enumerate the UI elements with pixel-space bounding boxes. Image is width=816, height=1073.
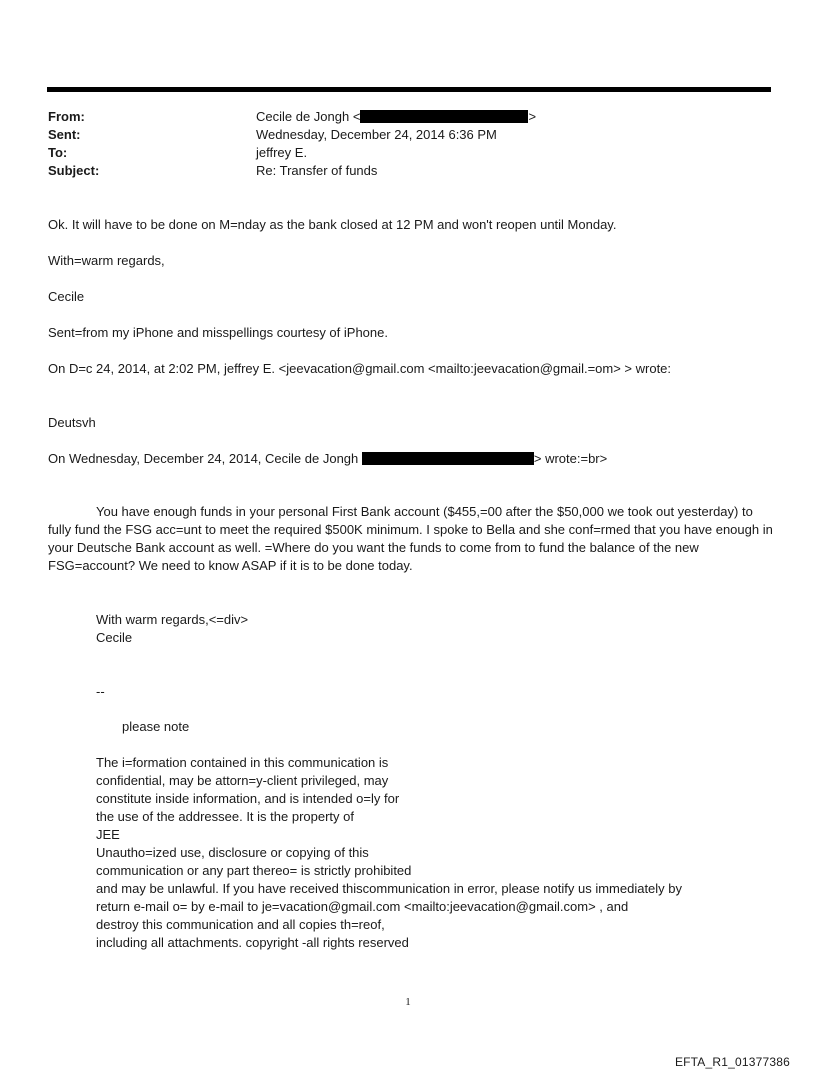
disclaimer-line: JEE: [96, 827, 120, 842]
redacted-email: [360, 110, 528, 123]
header-rule: [47, 87, 771, 92]
body-line-7: [48, 450, 607, 468]
disclaimer-line: Unautho=ized use, disclosure or copying of this: [96, 845, 369, 860]
disclaimer-line: constitute inside information, and is intended o=ly for: [96, 791, 400, 806]
subject-label: Subject:: [48, 163, 100, 178]
subject-value: Re: Transfer of funds: [256, 163, 378, 178]
body-line-2: With=warm regards,: [48, 253, 165, 268]
disclaimer-line: including all attachments. copyright -all rights reserved: [96, 935, 409, 950]
sent-value: Wednesday, December 24, 2014 6:36 PM: [256, 127, 497, 142]
body-line-6: Deutsvh: [48, 415, 96, 430]
body-line-4: Sent=from my iPhone and misspellings courtesy of iPhone.: [48, 325, 388, 340]
to-label: To:: [48, 145, 68, 160]
body-line-1: Ok. It will have to be done on M=nday as the bank closed at 12 PM and won't reopen until Monday.: [48, 217, 617, 232]
disclaimer-line: confidential, may be attorn=y-client privileged, may: [96, 773, 389, 788]
signature-line-1: With warm regards,<=div>: [96, 612, 249, 627]
redacted-email-2: [362, 452, 534, 465]
to-value: jeffrey E.: [256, 145, 308, 160]
body-line-7-suffix: > wrote:=br>: [533, 451, 608, 466]
disclaimer-line: communication or any part thereo= is strictly prohibited: [96, 863, 412, 878]
disclaimer-line: and may be unlawful. If you have received thiscommunication in error, please notify us immediately by: [96, 881, 683, 896]
signature-line-2: Cecile: [96, 630, 133, 645]
disclaimer-line: return e-mail o= by e-mail to je=vacation@gmail.com <mailto:jeevacation@gmail.com> , and: [96, 899, 629, 914]
signature-dashes: --: [96, 684, 105, 699]
body-line-5: On D=c 24, 2014, at 2:02 PM, jeffrey E. <jeevacation@gmail.com <mailto:jeevacation@gmail.=om> > wrote:: [48, 361, 672, 376]
disclaimer-line: The i=formation contained in this communication is: [96, 755, 389, 770]
from-value: [256, 108, 536, 126]
page-number: 1: [405, 996, 411, 1008]
from-name: Cecile de Jongh <: [256, 109, 361, 124]
from-close: >: [528, 109, 537, 124]
document-id: EFTA_R1_01377386: [674, 1055, 790, 1069]
body-line-3: Cecile: [48, 289, 85, 304]
note-title: please note: [122, 719, 190, 734]
body-line-7-prefix: On Wednesday, December 24, 2014, Cecile de Jongh: [48, 451, 362, 466]
body-paragraph: You have enough funds in your personal First Bank account ($455,=00 after the $50,000 we took out yesterday) to fully fund the FSG acc=unt to meet the required $500K minimum. I spoke to Bella and she conf=rmed that you have enough in your Deutsche Bank account as well. =Where do you want the funds to come from to fund the balance of the new FSG=account? We need to know ASAP if it is to be done today.: [48, 504, 773, 573]
disclaimer-line: destroy this communication and all copies th=reof,: [96, 917, 385, 932]
disclaimer-line: the use of the addressee. It is the property of: [96, 809, 354, 824]
sent-label: Sent:: [48, 127, 81, 142]
disclaimer-block: [96, 754, 682, 952]
from-label: From:: [48, 109, 85, 124]
